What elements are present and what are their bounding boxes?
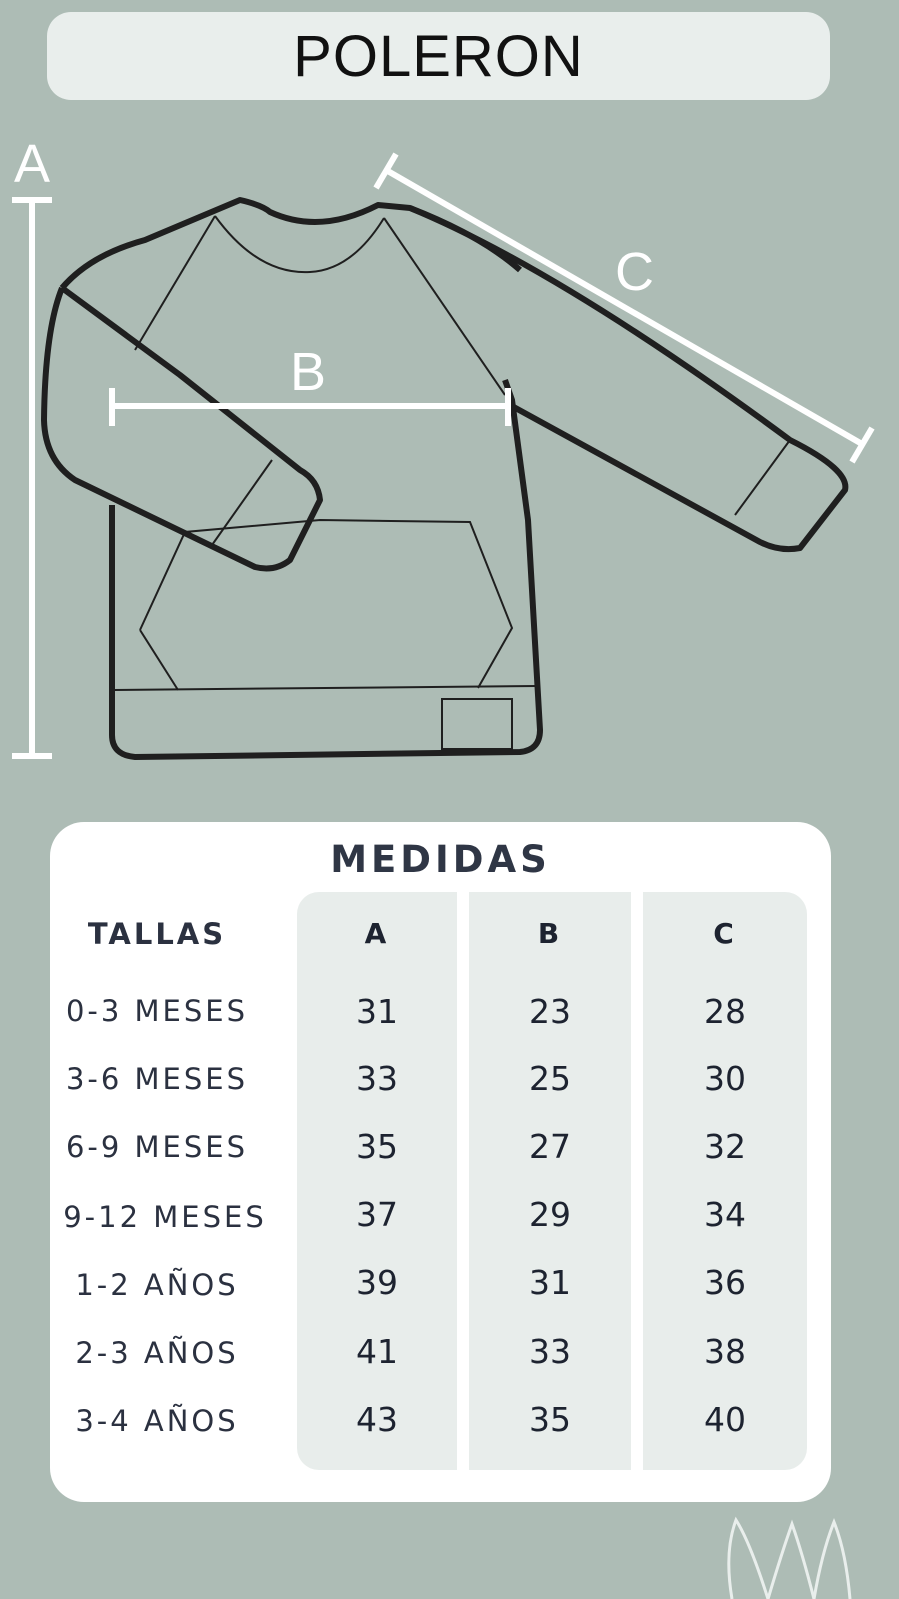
column-bg-c [643, 892, 807, 1470]
table-title: MEDIDAS [330, 838, 551, 881]
sweatshirt-outline [112, 380, 540, 757]
value-c: 40 [704, 1400, 746, 1439]
measurements-card [50, 822, 831, 1502]
value-a: 43 [356, 1400, 398, 1439]
size-label: 6-9 MESES [65, 1130, 249, 1164]
size-label: 3-4 AÑOS [75, 1404, 239, 1438]
value-a: 37 [356, 1195, 398, 1234]
size-label: 0-3 MESES [65, 994, 249, 1028]
label-b: B [290, 342, 327, 402]
value-b: 35 [529, 1400, 571, 1439]
size-label: 3-6 MESES [65, 1062, 249, 1096]
col-header-c: C [713, 917, 737, 950]
column-bg-b [469, 892, 631, 1470]
label-c: C [615, 242, 654, 302]
size-label: 1-2 AÑOS [75, 1268, 239, 1302]
size-label: 2-3 AÑOS [75, 1336, 239, 1370]
value-b: 31 [529, 1263, 571, 1302]
column-bg-a [297, 892, 457, 1470]
value-c: 34 [704, 1195, 746, 1234]
col-header-b: B [537, 917, 563, 950]
value-a: 31 [356, 992, 398, 1031]
value-a: 33 [356, 1059, 398, 1098]
value-c: 38 [704, 1332, 746, 1371]
label-a: A [14, 134, 51, 194]
measure-a [12, 200, 52, 756]
value-b: 23 [529, 992, 571, 1031]
title-bar [47, 12, 830, 100]
value-c: 36 [704, 1263, 746, 1302]
value-c: 28 [704, 992, 746, 1031]
value-a: 35 [356, 1127, 398, 1166]
size-label: 9-12 MESES [63, 1200, 267, 1234]
value-b: 27 [529, 1127, 571, 1166]
value-c: 30 [704, 1059, 746, 1098]
value-a: 39 [356, 1263, 398, 1302]
col-header-a: A [364, 917, 390, 950]
page-title: POLERON [293, 23, 584, 89]
value-b: 33 [529, 1332, 571, 1371]
size-header: TALLAS [87, 917, 227, 951]
bunny-ears-logo-icon [722, 1512, 862, 1599]
value-a: 41 [356, 1332, 398, 1371]
measure-c [376, 154, 872, 462]
value-b: 29 [529, 1195, 571, 1234]
value-b: 25 [529, 1059, 571, 1098]
sweatshirt-diagram [0, 120, 899, 800]
value-c: 32 [704, 1127, 746, 1166]
